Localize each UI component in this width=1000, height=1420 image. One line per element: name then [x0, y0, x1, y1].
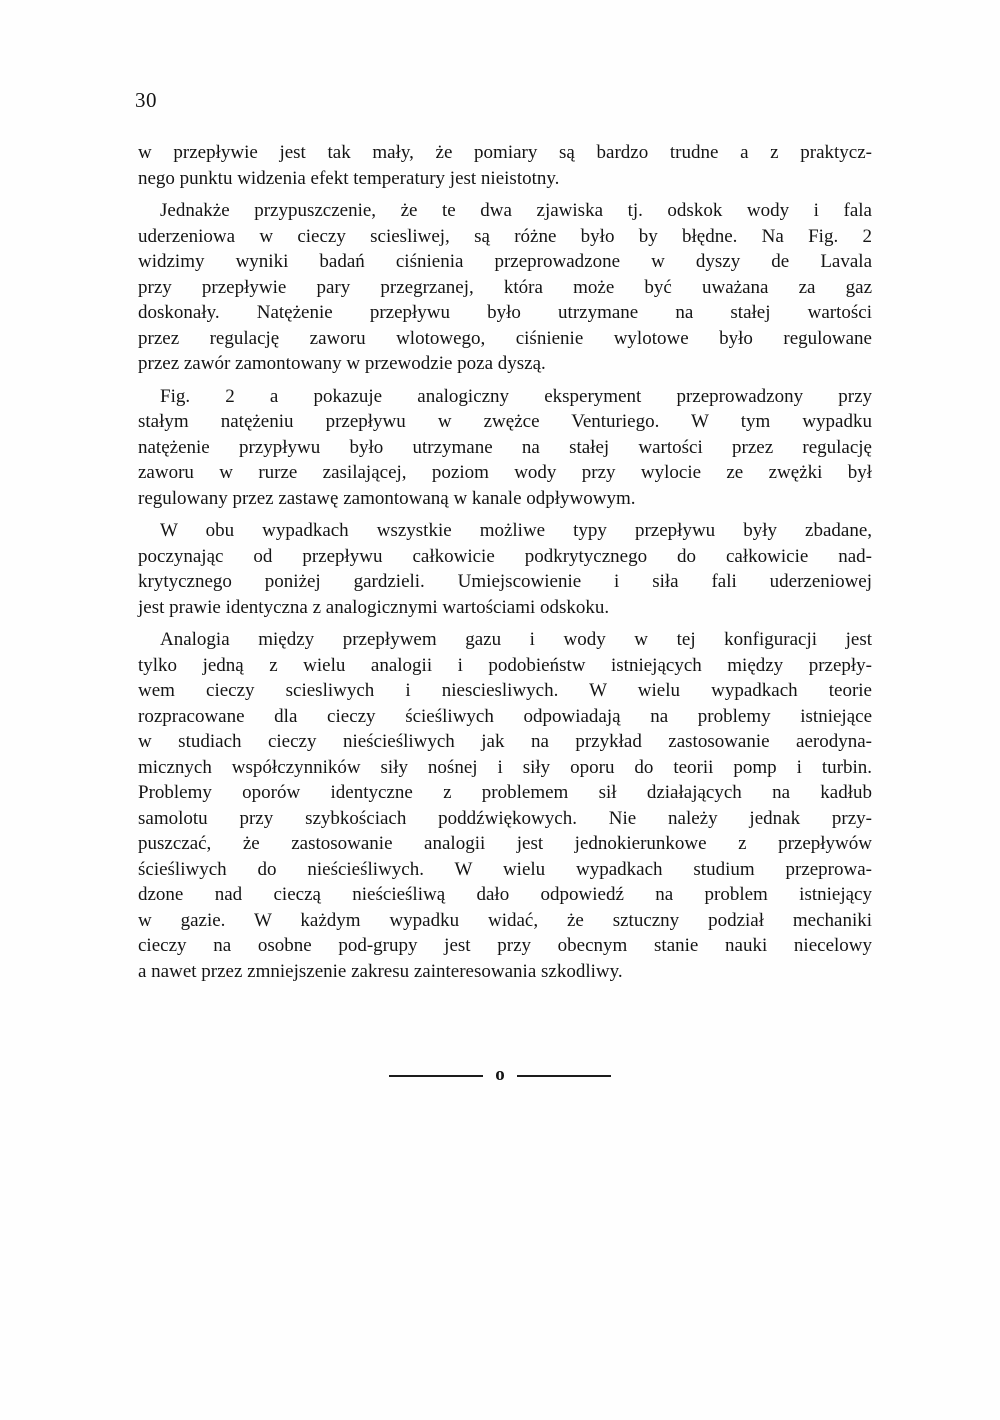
text-line: w studiach cieczy nieścieśliwych jak na przykład zastosowanie aerodyna-	[138, 731, 872, 752]
text-line: micznych współczynników siły nośnej i siły oporu do teorii pomp i turbin.	[138, 756, 872, 778]
text-line: zaworu w rurze zasilającej, poziom wody przy wylocie ze zwężki był	[138, 462, 872, 483]
text-line: Analogia między przepływem gazu i wody w tej konfiguracji jest	[160, 629, 872, 650]
text-line: cieczy na osobne pod-grupy jest przy obecnym stanie nauki niecelowy	[138, 935, 872, 956]
text-line: W obu wypadkach wszystkie możliwe typy przepływu były zbadane,	[160, 520, 872, 541]
text-line: w gazie. W każdym wypadku widać, że sztuczny podział mechaniki	[138, 909, 872, 931]
text-line: regulowany przez zastawę zamontowaną w kanale odpływowym.	[138, 487, 636, 509]
text-line: stałym natężeniu przepływu w zwężce Venturiego. W tym wypadku	[138, 411, 872, 432]
text-line: tylko jedną z wielu analogii i podobieństw istniejących między przepły-	[138, 654, 872, 676]
text-line: uderzeniowa w cieczy sciesliwej, są różne było by błędne. Na Fig. 2	[138, 225, 872, 247]
text-line: w przepływie jest tak mały, że pomiary są bardzo trudne a z praktycz-	[138, 142, 872, 163]
section-end-divider	[0, 1062, 1000, 1090]
paragraph-2	[138, 198, 872, 377]
paragraph-3	[138, 384, 872, 512]
divider-rule-right	[517, 1075, 611, 1077]
text-line: Problemy oporów identyczne z problemem sił działających na kadłub	[138, 782, 872, 803]
text-line: przy przepływie pary przegrzanej, która może być uważana za gaz	[138, 276, 872, 298]
divider-ornament: o	[495, 1063, 505, 1085]
text-line: krytycznego poniżej gardzieli. Umiejscowienie i siła fali uderzeniowej	[138, 571, 872, 592]
page-number: 30	[135, 88, 157, 112]
text-line: dzone nad cieczą nieścieśliwą dało odpowiedź na problem istniejący	[138, 884, 872, 905]
text-line: samolotu przy szybkościach poddźwiękowych. Nie należy jednak przy-	[138, 807, 872, 829]
text-line: Jednakże przypuszczenie, że te dwa zjawiska tj. odskok wody i fala	[160, 200, 872, 221]
paragraph-5	[138, 627, 872, 984]
text-line: wem cieczy sciesliwych i niesciesliwych. W wielu wypadkach teorie	[138, 680, 872, 701]
text-line: rozpracowane dla cieczy ścieśliwych odpowiadają na problemy istniejące	[138, 705, 872, 727]
text-line: ścieśliwych do nieścieśliwych. W wielu wypadkach studium przeprowa-	[138, 858, 872, 880]
text-line: puszczać, że zastosowanie analogii jest jednokierunkowe z przepływów	[138, 833, 872, 854]
text-line: nego punktu widzenia efekt temperatury jest nieistotny.	[138, 167, 560, 189]
text-line: poczynając od przepływu całkowicie podkrytycznego do całkowicie nad-	[138, 545, 872, 567]
text-line: przez regulację zaworu wlotowego, ciśnienie wylotowe było regulowane	[138, 327, 872, 349]
text-line: a nawet przez zmniejszenie zakresu zainteresowania szkodliwy.	[138, 960, 623, 982]
text-line: doskonały. Natężenie przepływu było utrzymane na stałej wartości	[138, 302, 872, 323]
paragraph-4	[138, 518, 872, 620]
divider-rule-left	[389, 1075, 483, 1077]
text-line: natężenie przypływu było utrzymane na stałej wartości przez regulację	[138, 436, 872, 458]
text-block	[138, 140, 872, 991]
text-line: widzimy wyniki badań ciśnienia przeprowadzone w dyszy de Lavala	[138, 251, 872, 272]
paragraph-1	[138, 140, 872, 191]
text-line: jest prawie identyczna z analogicznymi wartościami odskoku.	[138, 596, 610, 618]
text-line: przez zawór zamontowany w przewodzie poza dyszą.	[138, 353, 546, 374]
text-line: Fig. 2 a pokazuje analogiczny eksperyment przeprowadzony przy	[160, 385, 872, 407]
